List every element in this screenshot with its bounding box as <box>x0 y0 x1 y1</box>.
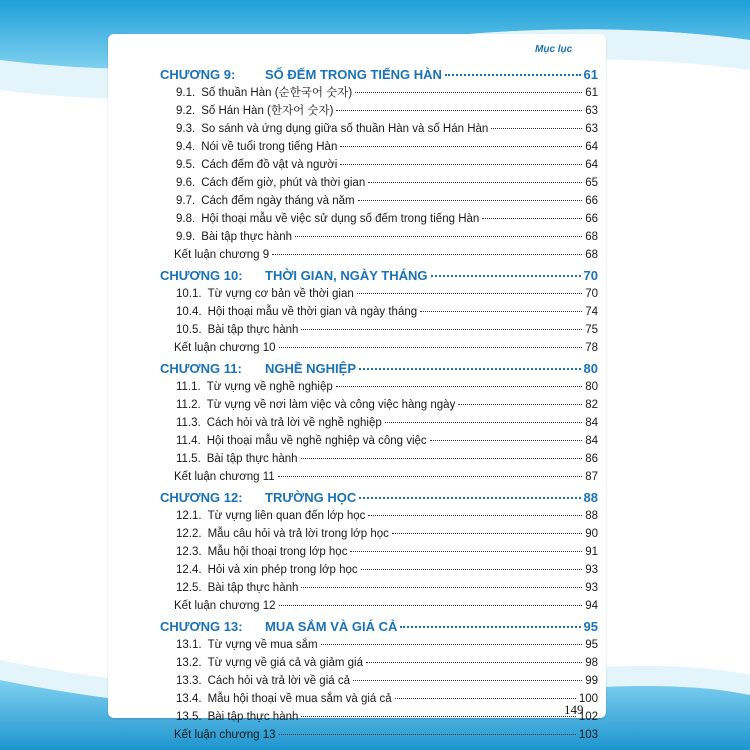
dot-leader <box>340 164 582 165</box>
chapter-title: THỜI GIAN, NGÀY THÁNG <box>265 268 428 283</box>
entry-number: 9.2. <box>176 105 196 117</box>
entry-page: 103 <box>578 729 598 741</box>
entry-title: Hội thoại mẫu về thời gian và ngày tháng <box>207 306 418 318</box>
dot-leader <box>301 716 575 717</box>
dot-leader <box>482 218 582 219</box>
page-number: 149 <box>564 702 584 717</box>
running-header: Mục lục <box>535 44 573 55</box>
entry-number: 9.8. <box>176 213 196 225</box>
chapter-page: 70 <box>583 268 598 283</box>
chapter-page: 88 <box>583 490 598 505</box>
toc-entry-row <box>148 139 598 157</box>
entry-number: 12.5. <box>176 582 202 594</box>
dot-leader <box>385 422 582 423</box>
entry-number: 12.4. <box>176 564 202 576</box>
entry-title: Từ vựng về nghề nghiệp <box>206 381 333 393</box>
entry-title: Kết luận chương 10 <box>174 342 276 354</box>
entry-number: 13.1. <box>176 639 202 651</box>
entry-page: 98 <box>585 657 598 669</box>
entry-page: 84 <box>585 435 598 447</box>
chapter-number: CHƯƠNG 9: <box>160 67 236 82</box>
chapter-page: 95 <box>583 619 598 634</box>
dot-leader <box>272 254 582 255</box>
entry-title: Mẫu câu hỏi và trả lời trong lớp học <box>207 528 389 540</box>
entry-title: Cách hỏi và trả lời về nghề nghiệp <box>206 417 382 429</box>
dot-leader <box>358 200 583 201</box>
toc-entry-row <box>148 85 598 103</box>
entry-number: 11.5. <box>176 453 201 465</box>
entry-page: 82 <box>585 399 598 411</box>
toc-entry-row <box>148 211 598 229</box>
entry-title: Hội thoại mẫu về nghề nghiệp và công việc <box>206 435 427 447</box>
toc-entry-row <box>148 526 598 544</box>
entry-number: 9.1. <box>176 87 196 99</box>
entry-page: 88 <box>585 510 598 522</box>
entry-page: 84 <box>585 417 598 429</box>
dot-leader <box>301 329 582 330</box>
toc-chapter-row <box>148 487 598 508</box>
entry-page: 99 <box>585 675 598 687</box>
toc-chapter-row <box>148 358 598 379</box>
toc-entry-row <box>148 544 598 562</box>
entry-number: 9.6. <box>176 177 196 189</box>
entry-page: 93 <box>585 564 598 576</box>
toc-entry-row <box>148 340 598 358</box>
dot-leader <box>278 476 582 477</box>
dot-leader <box>400 626 580 628</box>
entry-number: 13.5. <box>176 711 202 723</box>
entry-title: Từ vựng về giá cả và giảm giá <box>207 657 363 669</box>
chapter-number: CHƯƠNG 12: <box>160 490 243 505</box>
dot-leader <box>355 92 582 93</box>
dot-leader <box>279 734 576 735</box>
dot-leader <box>395 698 576 699</box>
entry-page: 86 <box>585 453 598 465</box>
toc-entry-row <box>148 562 598 580</box>
entry-number: 13.3. <box>176 675 202 687</box>
entry-title: Từ vựng về mua sắm <box>207 639 318 651</box>
dot-leader <box>361 569 583 570</box>
chapter-title: NGHỀ NGHIỆP <box>265 361 357 376</box>
toc-entry-row <box>148 103 598 121</box>
chapter-number: CHƯƠNG 10: <box>160 268 243 283</box>
dot-leader <box>336 386 582 387</box>
dot-leader <box>430 440 583 441</box>
entry-number: 10.5. <box>176 324 202 336</box>
entry-title: Bài tập thực hành <box>207 324 299 336</box>
entry-title: Bài tập thực hành <box>201 231 293 243</box>
entry-title: So sánh và ứng dụng giữa số thuần Hàn và số Hán Hàn <box>201 123 489 135</box>
entry-page: 63 <box>585 123 598 135</box>
table-of-contents <box>148 64 598 745</box>
entry-number: 9.7. <box>176 195 196 207</box>
entry-title: Từ vựng về nơi làm việc và công việc hàng ngày <box>206 399 456 411</box>
entry-number: 9.3. <box>176 123 196 135</box>
entry-page: 61 <box>585 87 598 99</box>
entry-number: 13.4. <box>176 693 202 705</box>
dot-leader <box>420 311 582 312</box>
chapter-number: CHƯƠNG 11: <box>160 361 242 376</box>
dot-leader <box>340 146 582 147</box>
entry-number: 10.1. <box>176 288 202 300</box>
dot-leader <box>301 587 582 588</box>
entry-title: Hội thoại mẫu về việc sử dụng số đếm trong tiếng Hàn <box>201 213 480 225</box>
toc-entry-row <box>148 415 598 433</box>
entry-number: 9.9. <box>176 231 196 243</box>
chapter-title: TRƯỜNG HỌC <box>265 490 357 505</box>
toc-entry-row <box>148 322 598 340</box>
entry-number: 11.3. <box>176 417 201 429</box>
dot-leader <box>350 551 582 552</box>
toc-entry-row <box>148 397 598 415</box>
dot-leader <box>366 662 582 663</box>
dot-leader <box>357 293 582 294</box>
entry-page: 93 <box>585 582 598 594</box>
entry-number: 13.2. <box>176 657 202 669</box>
entry-page: 68 <box>585 249 598 261</box>
entry-page: 100 <box>578 693 598 705</box>
dot-leader <box>279 605 583 606</box>
entry-title: Bài tập thực hành <box>206 453 298 465</box>
chapter-page: 61 <box>583 67 598 82</box>
entry-title: Số thuần Hàn (순한국어 숫자) <box>201 87 353 99</box>
dot-leader <box>368 182 582 183</box>
dot-leader <box>359 497 580 499</box>
dot-leader <box>321 644 583 645</box>
dot-leader <box>336 110 582 111</box>
dot-leader <box>368 515 582 516</box>
entry-number: 12.3. <box>176 546 202 558</box>
toc-chapter-row <box>148 64 598 85</box>
toc-entry-row <box>148 157 598 175</box>
toc-entry-row <box>148 229 598 247</box>
dot-leader <box>431 275 581 277</box>
toc-entry-row <box>148 709 598 727</box>
toc-entry-row <box>148 673 598 691</box>
entry-page: 63 <box>585 105 598 117</box>
entry-page: 70 <box>585 288 598 300</box>
chapter-title: MUA SẮM VÀ GIÁ CẢ <box>265 619 398 634</box>
toc-entry-row <box>148 175 598 193</box>
toc-entry-row <box>148 655 598 673</box>
entry-number: 11.2. <box>176 399 201 411</box>
entry-title: Mẫu hội thoại trong lớp học <box>207 546 348 558</box>
entry-title: Từ vựng liên quan đến lớp học <box>207 510 366 522</box>
toc-entry-row <box>148 508 598 526</box>
entry-page: 94 <box>585 600 598 612</box>
toc-entry-row <box>148 247 598 265</box>
entry-number: 11.4. <box>176 435 201 447</box>
entry-title: Kết luận chương 12 <box>174 600 276 612</box>
entry-page: 75 <box>585 324 598 336</box>
entry-title: Bài tập thực hành <box>207 582 299 594</box>
entry-number: 12.2. <box>176 528 202 540</box>
entry-page: 78 <box>585 342 598 354</box>
toc-entry-row <box>148 727 598 745</box>
dot-leader <box>392 533 582 534</box>
toc-entry-row <box>148 637 598 655</box>
toc-entry-row <box>148 379 598 397</box>
dot-leader <box>359 368 581 370</box>
dot-leader <box>458 404 582 405</box>
entry-title: Cách đếm ngày tháng và năm <box>201 195 355 207</box>
entry-page: 87 <box>585 471 598 483</box>
entry-title: Kết luận chương 11 <box>174 471 275 483</box>
toc-entry-row <box>148 304 598 322</box>
toc-entry-row <box>148 691 598 709</box>
dot-leader <box>491 128 582 129</box>
entry-page: 66 <box>585 195 598 207</box>
entry-number: 11.1. <box>176 381 201 393</box>
entry-title: Nói về tuổi trong tiếng Hàn <box>201 141 338 153</box>
entry-page: 65 <box>585 177 598 189</box>
entry-title: Mẫu hội thoại về mua sắm và giá cả <box>207 693 392 705</box>
entry-title: Kết luận chương 13 <box>174 729 276 741</box>
entry-number: 9.4. <box>176 141 196 153</box>
entry-title: Cách hỏi và trả lời về giá cả <box>207 675 350 687</box>
toc-entry-row <box>148 121 598 139</box>
entry-page: 91 <box>585 546 598 558</box>
entry-title: Bài tập thực hành <box>207 711 299 723</box>
entry-page: 90 <box>585 528 598 540</box>
entry-page: 64 <box>585 159 598 171</box>
entry-title: Từ vựng cơ bản về thời gian <box>207 288 354 300</box>
toc-chapter-row <box>148 616 598 637</box>
toc-chapter-row <box>148 265 598 286</box>
entry-title: Hỏi và xin phép trong lớp học <box>207 564 358 576</box>
dot-leader <box>445 74 581 76</box>
chapter-number: CHƯƠNG 13: <box>160 619 243 634</box>
entry-page: 66 <box>585 213 598 225</box>
toc-entry-row <box>148 193 598 211</box>
dot-leader <box>353 680 582 681</box>
entry-page: 68 <box>585 231 598 243</box>
toc-entry-row <box>148 598 598 616</box>
entry-title: Số Hán Hàn (한자어 숫자) <box>201 105 334 117</box>
toc-entry-row <box>148 580 598 598</box>
entry-page: 64 <box>585 141 598 153</box>
entry-title: Kết luận chương 9 <box>174 249 270 261</box>
entry-number: 9.5. <box>176 159 196 171</box>
toc-entry-row <box>148 469 598 487</box>
dot-leader <box>295 236 582 237</box>
toc-entry-row <box>148 433 598 451</box>
toc-entry-row <box>148 286 598 304</box>
dot-leader <box>301 458 583 459</box>
entry-number: 12.1. <box>176 510 202 522</box>
entry-title: Cách đếm đồ vật và người <box>201 159 338 171</box>
chapter-page: 80 <box>583 361 598 376</box>
entry-page: 74 <box>585 306 598 318</box>
toc-entry-row <box>148 451 598 469</box>
dot-leader <box>279 347 583 348</box>
entry-number: 10.4. <box>176 306 202 318</box>
entry-page: 95 <box>585 639 598 651</box>
entry-page: 80 <box>585 381 598 393</box>
entry-title: Cách đếm giờ, phút và thời gian <box>201 177 366 189</box>
chapter-title: SỐ ĐẾM TRONG TIẾNG HÀN <box>265 67 442 82</box>
entry-page: 102 <box>578 711 598 723</box>
